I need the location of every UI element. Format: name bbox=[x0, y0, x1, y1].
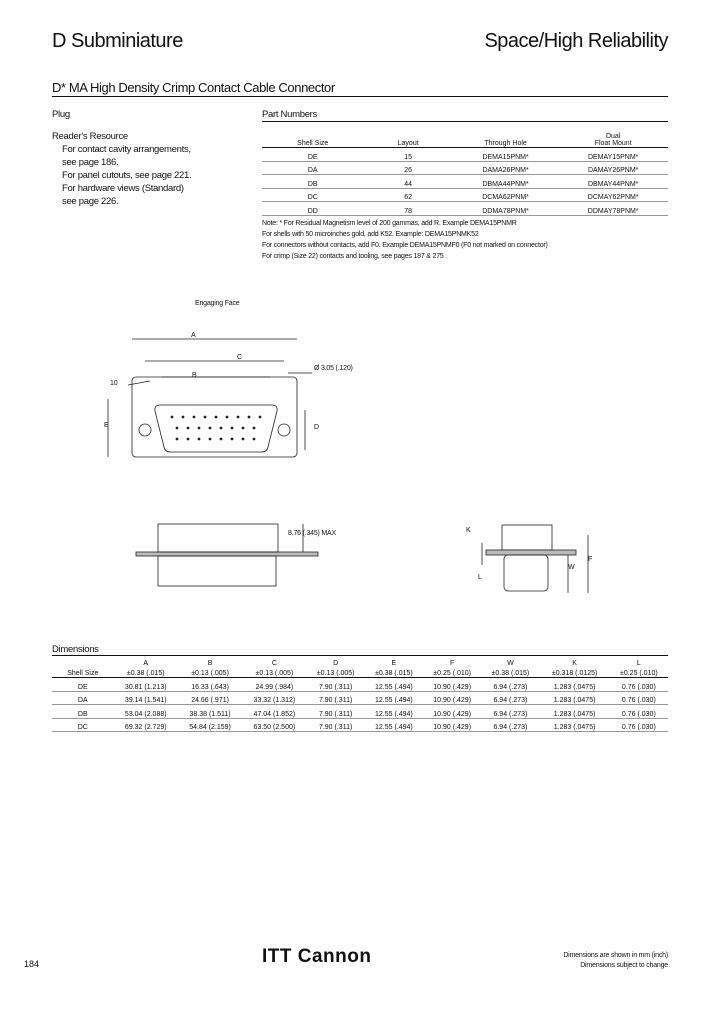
table-cell: 30.81 (1.213) bbox=[114, 678, 178, 692]
engaging-face-drawing bbox=[100, 325, 360, 465]
resource-line: see page 186. bbox=[62, 157, 119, 168]
table-cell: DA bbox=[262, 161, 364, 175]
table-cell: DEMA15PNM* bbox=[453, 148, 559, 162]
table-cell: DBMA44PNM* bbox=[453, 175, 559, 189]
footer-note-line: Dimensions are shown in mm (inch) bbox=[563, 952, 668, 959]
table-cell: 63.50 (2.500) bbox=[242, 718, 306, 732]
table-cell: DDMA78PNM* bbox=[453, 202, 559, 216]
col-header-line: Dual bbox=[605, 133, 621, 140]
col-header: Layout bbox=[364, 124, 453, 148]
table-cell: 12.55 (.494) bbox=[365, 705, 423, 719]
part-numbers-divider bbox=[262, 121, 668, 122]
hole-note: Ø 3.05 (.120) bbox=[314, 365, 353, 372]
dim-col-header: W bbox=[507, 660, 514, 667]
dim-tolerance: ±0.25 (.010) bbox=[423, 667, 481, 678]
table-cell: 10.90 (.429) bbox=[423, 705, 481, 719]
table-cell: 33.32 (1.312) bbox=[242, 691, 306, 705]
col-header-dual bbox=[558, 124, 668, 148]
table-cell: 6.94 (.273) bbox=[481, 678, 539, 692]
table-cell: 38.38 (1.511) bbox=[178, 705, 242, 719]
shell-size-label: Shell Size bbox=[52, 667, 114, 678]
table-cell: 12.55 (.494) bbox=[365, 718, 423, 732]
dim-col-header: D bbox=[333, 660, 339, 667]
dim-col-header: L bbox=[636, 660, 641, 667]
table-cell: DAMA26PNM* bbox=[453, 161, 559, 175]
table-cell: DB bbox=[52, 705, 114, 719]
table-cell: 7.90 (.311) bbox=[307, 691, 365, 705]
table-cell: 0.76 (.030) bbox=[610, 705, 668, 719]
table-cell: 62 bbox=[364, 188, 453, 202]
dim-col-header: B bbox=[207, 660, 213, 667]
table-row bbox=[262, 175, 668, 189]
table-cell: 47.04 (1.852) bbox=[242, 705, 306, 719]
label-e: E bbox=[104, 422, 109, 429]
table-cell: 12.55 (.494) bbox=[365, 678, 423, 692]
table-cell: 15 bbox=[364, 148, 453, 162]
header-right-title: Space/High Reliability bbox=[484, 30, 668, 52]
notes bbox=[262, 218, 548, 262]
table-cell: 1.283 (.0475) bbox=[540, 705, 610, 719]
table-cell: 69.32 (2.729) bbox=[114, 718, 178, 732]
flange-profile bbox=[136, 552, 318, 556]
footer-note bbox=[563, 951, 668, 971]
label-b: B bbox=[192, 372, 197, 379]
dimensions-divider bbox=[52, 655, 668, 656]
table-cell: DA bbox=[52, 691, 114, 705]
dimensions-table bbox=[52, 657, 668, 732]
table-row bbox=[52, 718, 668, 732]
table-cell: DE bbox=[262, 148, 364, 162]
table-cell: DCMA62PNM* bbox=[453, 188, 559, 202]
readers-resource-title: Reader's Resource bbox=[52, 131, 128, 142]
table-cell: 6.94 (.273) bbox=[481, 718, 539, 732]
table-cell: 6.94 (.273) bbox=[481, 691, 539, 705]
table-cell: 24.66 (.971) bbox=[178, 691, 242, 705]
note-line: For connectors without contacts, add F0. Example DEMA15PNMF0 (F0 not marked on connector) bbox=[262, 242, 548, 249]
part-numbers-heading: Part Numbers bbox=[262, 109, 318, 120]
table-cell: 12.55 (.494) bbox=[365, 691, 423, 705]
table-cell: 10.90 (.429) bbox=[423, 691, 481, 705]
table-cell: 0.76 (.030) bbox=[610, 718, 668, 732]
table-cell: 54.84 (2.159) bbox=[178, 718, 242, 732]
table-cell: 39.14 (1.541) bbox=[114, 691, 178, 705]
product-title: D* MA High Density Crimp Contact Cable Connector bbox=[52, 80, 335, 95]
table-cell: 7.90 (.311) bbox=[307, 718, 365, 732]
dim-tolerance: ±0.38 (.015) bbox=[365, 667, 423, 678]
note-line: Note: * For Residual Magnetism level of 200 gammas, add R. Example DEMA15PNMR bbox=[262, 220, 517, 227]
table-cell: 10.90 (.429) bbox=[423, 678, 481, 692]
table-cell: 0.76 (.030) bbox=[610, 691, 668, 705]
dim-col-header: F bbox=[450, 660, 455, 667]
table-cell: DBMAY44PNM* bbox=[558, 175, 668, 189]
note-line: For crimp (Size 22) contacts and tooling, see pages 187 & 275 bbox=[262, 253, 444, 260]
table-cell: DCMAY62PNM* bbox=[558, 188, 668, 202]
table-cell: DDMAY78PNM* bbox=[558, 202, 668, 216]
table-cell: 1.283 (.0475) bbox=[540, 691, 610, 705]
resource-line: see page 226. bbox=[62, 196, 119, 207]
mount-hole-left bbox=[139, 424, 151, 436]
table-cell: DAMAY26PNM* bbox=[558, 161, 668, 175]
backshell-profile bbox=[158, 524, 278, 552]
end-flange bbox=[486, 550, 576, 555]
d-shell-outline bbox=[155, 405, 277, 452]
table-row bbox=[52, 705, 668, 719]
resource-line: For panel cutouts, see page 221. bbox=[62, 170, 192, 181]
dimensions-heading: Dimensions bbox=[52, 644, 99, 655]
table-row bbox=[262, 202, 668, 216]
dim-col-header: C bbox=[271, 660, 277, 667]
connector-body-profile bbox=[158, 556, 276, 586]
part-numbers-table bbox=[262, 124, 668, 216]
label-a: A bbox=[191, 332, 196, 339]
dim-tolerance: ±0.13 (.005) bbox=[307, 667, 365, 678]
table-cell: 16.33 (.643) bbox=[178, 678, 242, 692]
table-cell: 1.283 (.0475) bbox=[540, 678, 610, 692]
label-k: K bbox=[466, 527, 471, 534]
table-row bbox=[52, 678, 668, 692]
label-f: F bbox=[588, 556, 593, 563]
leader-10 bbox=[128, 381, 150, 385]
resource-line: For hardware views (Standard) bbox=[62, 183, 184, 194]
table-cell: DEMAY15PNM* bbox=[558, 148, 668, 162]
label-l: L bbox=[478, 574, 482, 581]
footer-note-line: Dimensions subject to change bbox=[580, 962, 668, 969]
readers-resource bbox=[52, 130, 191, 208]
dim-tolerance: ±0.38 (.015) bbox=[481, 667, 539, 678]
note-line: For shells with 50 microinches gold, add K52. Example: DEMA15PNMK52 bbox=[262, 231, 479, 238]
dim-tolerance: ±0.13 (.005) bbox=[178, 667, 242, 678]
dim-col-header: K bbox=[572, 660, 577, 667]
col-header-line: Float Mount bbox=[594, 140, 632, 147]
table-cell: 7.90 (.311) bbox=[307, 678, 365, 692]
engaging-face-label: Engaging Face bbox=[195, 300, 240, 307]
table-cell: 10.90 (.429) bbox=[423, 718, 481, 732]
col-header: Shell Size bbox=[262, 124, 364, 148]
table-cell: 44 bbox=[364, 175, 453, 189]
dim-col-header: A bbox=[143, 660, 149, 667]
table-cell: 53.04 (2.088) bbox=[114, 705, 178, 719]
table-cell: 78 bbox=[364, 202, 453, 216]
max-note: 8.76 (.345) MAX bbox=[288, 530, 336, 537]
section-label-plug: Plug bbox=[52, 109, 70, 120]
dim-col-header: E bbox=[391, 660, 397, 667]
mount-hole-right bbox=[278, 424, 290, 436]
dim-tolerance: ±0.318 (.0125) bbox=[540, 667, 610, 678]
col-header: Through Hole bbox=[453, 124, 559, 148]
table-row bbox=[262, 188, 668, 202]
page-number: 184 bbox=[24, 959, 40, 969]
end-body bbox=[504, 555, 548, 591]
table-cell: 1.283 (.0475) bbox=[540, 718, 610, 732]
table-cell: DC bbox=[52, 718, 114, 732]
table-cell: 6.94 (.273) bbox=[481, 705, 539, 719]
header-left-title: D Subminiature bbox=[52, 30, 183, 52]
table-cell: 24.99 (.984) bbox=[242, 678, 306, 692]
label-w: W bbox=[568, 564, 575, 571]
label-d: D bbox=[314, 424, 319, 431]
table-cell: DD bbox=[262, 202, 364, 216]
resource-line: For contact cavity arrangements, bbox=[62, 144, 191, 155]
table-cell: 26 bbox=[364, 161, 453, 175]
dim-tolerance: ±0.38 (.015) bbox=[114, 667, 178, 678]
label-10: 10 bbox=[110, 380, 118, 387]
table-row bbox=[262, 161, 668, 175]
table-row bbox=[52, 691, 668, 705]
table-cell: 0.76 (.030) bbox=[610, 678, 668, 692]
brand-logo: ITT Cannon bbox=[262, 946, 372, 967]
title-divider bbox=[52, 96, 668, 97]
table-row bbox=[262, 148, 668, 162]
dim-tolerance: ±0.25 (.010) bbox=[610, 667, 668, 678]
table-cell: DB bbox=[262, 175, 364, 189]
dim-tolerance: ±0.13 (.005) bbox=[242, 667, 306, 678]
end-view-drawing bbox=[470, 515, 600, 600]
label-c: C bbox=[237, 354, 242, 361]
table-cell: DC bbox=[262, 188, 364, 202]
end-backshell bbox=[502, 525, 552, 550]
table-cell: 7.90 (.311) bbox=[307, 705, 365, 719]
table-cell: DE bbox=[52, 678, 114, 692]
